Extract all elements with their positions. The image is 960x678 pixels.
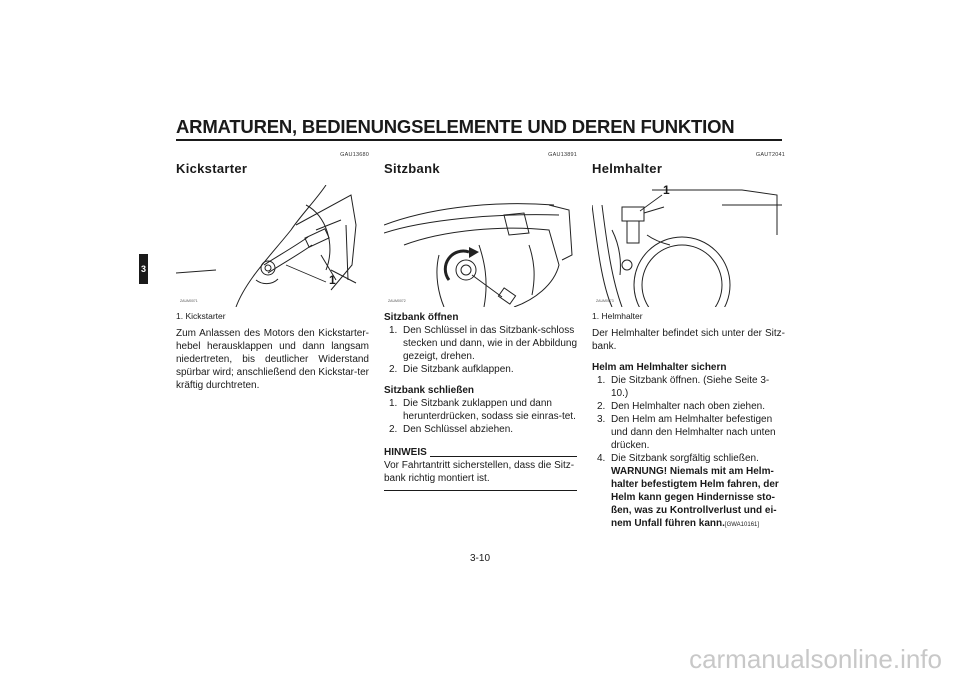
list-item: 2. Den Schlüssel abziehen.	[389, 424, 514, 435]
list-item: 1. Die Sitzbank zuklappen und dann herunterdrücken, sodass sie einras-tet.	[389, 398, 576, 422]
kickstarter-figure	[176, 185, 369, 307]
warning-text: WARNUNG! Niemals mit am Helm-halter befestigtem Helm fahren, der Helm kann gegen Hindernisse sto-ßen, was zu Kontrollverlust und ei-nem Unfall führen kann.	[611, 466, 779, 529]
open-heading: Sitzbank öffnen	[384, 312, 459, 323]
secure-steps	[592, 374, 785, 532]
figure-id: ZAUM0072	[388, 299, 406, 303]
figure-callout: 1	[663, 185, 670, 197]
figure-callout: 1	[329, 273, 336, 287]
open-steps	[384, 324, 577, 376]
note-box	[384, 447, 577, 491]
section-title: Helmhalter	[592, 161, 663, 176]
secure-heading: Helm am Helmhalter sichern	[592, 362, 727, 373]
section-title: Kickstarter	[176, 161, 248, 176]
list-item: 3. Den Helm am Helmhalter befestigen und dann den Helmhalter nach unten drücken.	[597, 414, 776, 451]
section-code: GAU13680	[340, 152, 369, 158]
section-sitzbank	[384, 152, 577, 491]
warning-code: [GWA10161]	[724, 522, 760, 528]
list-item: 2. Den Helmhalter nach oben ziehen.	[597, 401, 765, 412]
seat-lock-illustration	[384, 185, 577, 307]
list-item: 1. Den Schlüssel in das Sitzbank-schloss stecken und dann, wie in der Abbildung gezeigt, drehen.	[389, 325, 578, 362]
note-text: Vor Fahrtantritt sicherstellen, dass die Sitz-bank richtig montiert ist.	[384, 460, 575, 484]
helmet-holder-illustration	[592, 185, 785, 307]
helmhalter-figure	[592, 185, 785, 307]
body-text: Der Helmhalter befindet sich unter der Sitz-bank.	[592, 328, 785, 352]
list-item: 1. Die Sitzbank öffnen. (Siehe Seite 3-10.)	[597, 375, 770, 399]
section-title: Sitzbank	[384, 161, 440, 176]
close-heading: Sitzbank schließen	[384, 385, 475, 396]
body-text: Zum Anlassen des Motors den Kickstarter-hebel herausklappen und dann langsam niedertreten, bis deutlicher Widerstand spürbar wird; anschließend den Kickstar-ter kräftig durchtreten.	[176, 328, 369, 391]
sitzbank-figure	[384, 185, 577, 307]
close-steps	[384, 397, 577, 436]
section-code: GAU13891	[548, 152, 577, 158]
page-number: 3-10	[469, 553, 490, 564]
section-kickstarter	[176, 152, 369, 392]
note-end-rule	[384, 490, 577, 491]
section-helmhalter	[592, 152, 785, 532]
list-item: 4. Die Sitzbank sorgfältig schließen. WARNUNG! Niemals mit am Helm-halter befestigtem Helm fahren, der Helm kann gegen Hindernisse sto-ßen, was zu Kontrollverlust und ei-nem Unfall führen kann.[GWA10161]	[597, 453, 779, 529]
kickstarter-illustration	[176, 185, 369, 307]
note-rule	[430, 456, 577, 457]
note-label: HINWEIS	[384, 447, 427, 458]
figure-id: ZAUM0073	[596, 299, 614, 303]
figure-id: ZAUM0071	[180, 299, 198, 303]
chapter-tab: 3	[139, 254, 148, 284]
watermark: carmanualsonline.info	[689, 644, 942, 674]
list-item: 2. Die Sitzbank aufklappen.	[389, 364, 514, 375]
figure-caption: 1. Kickstarter	[176, 311, 226, 321]
section-code: GAUT2041	[755, 152, 785, 158]
page-header: ARMATUREN, BEDIENUNGSELEMENTE UND DEREN FUNKTION	[176, 116, 782, 141]
figure-caption: 1. Helmhalter	[592, 311, 643, 321]
